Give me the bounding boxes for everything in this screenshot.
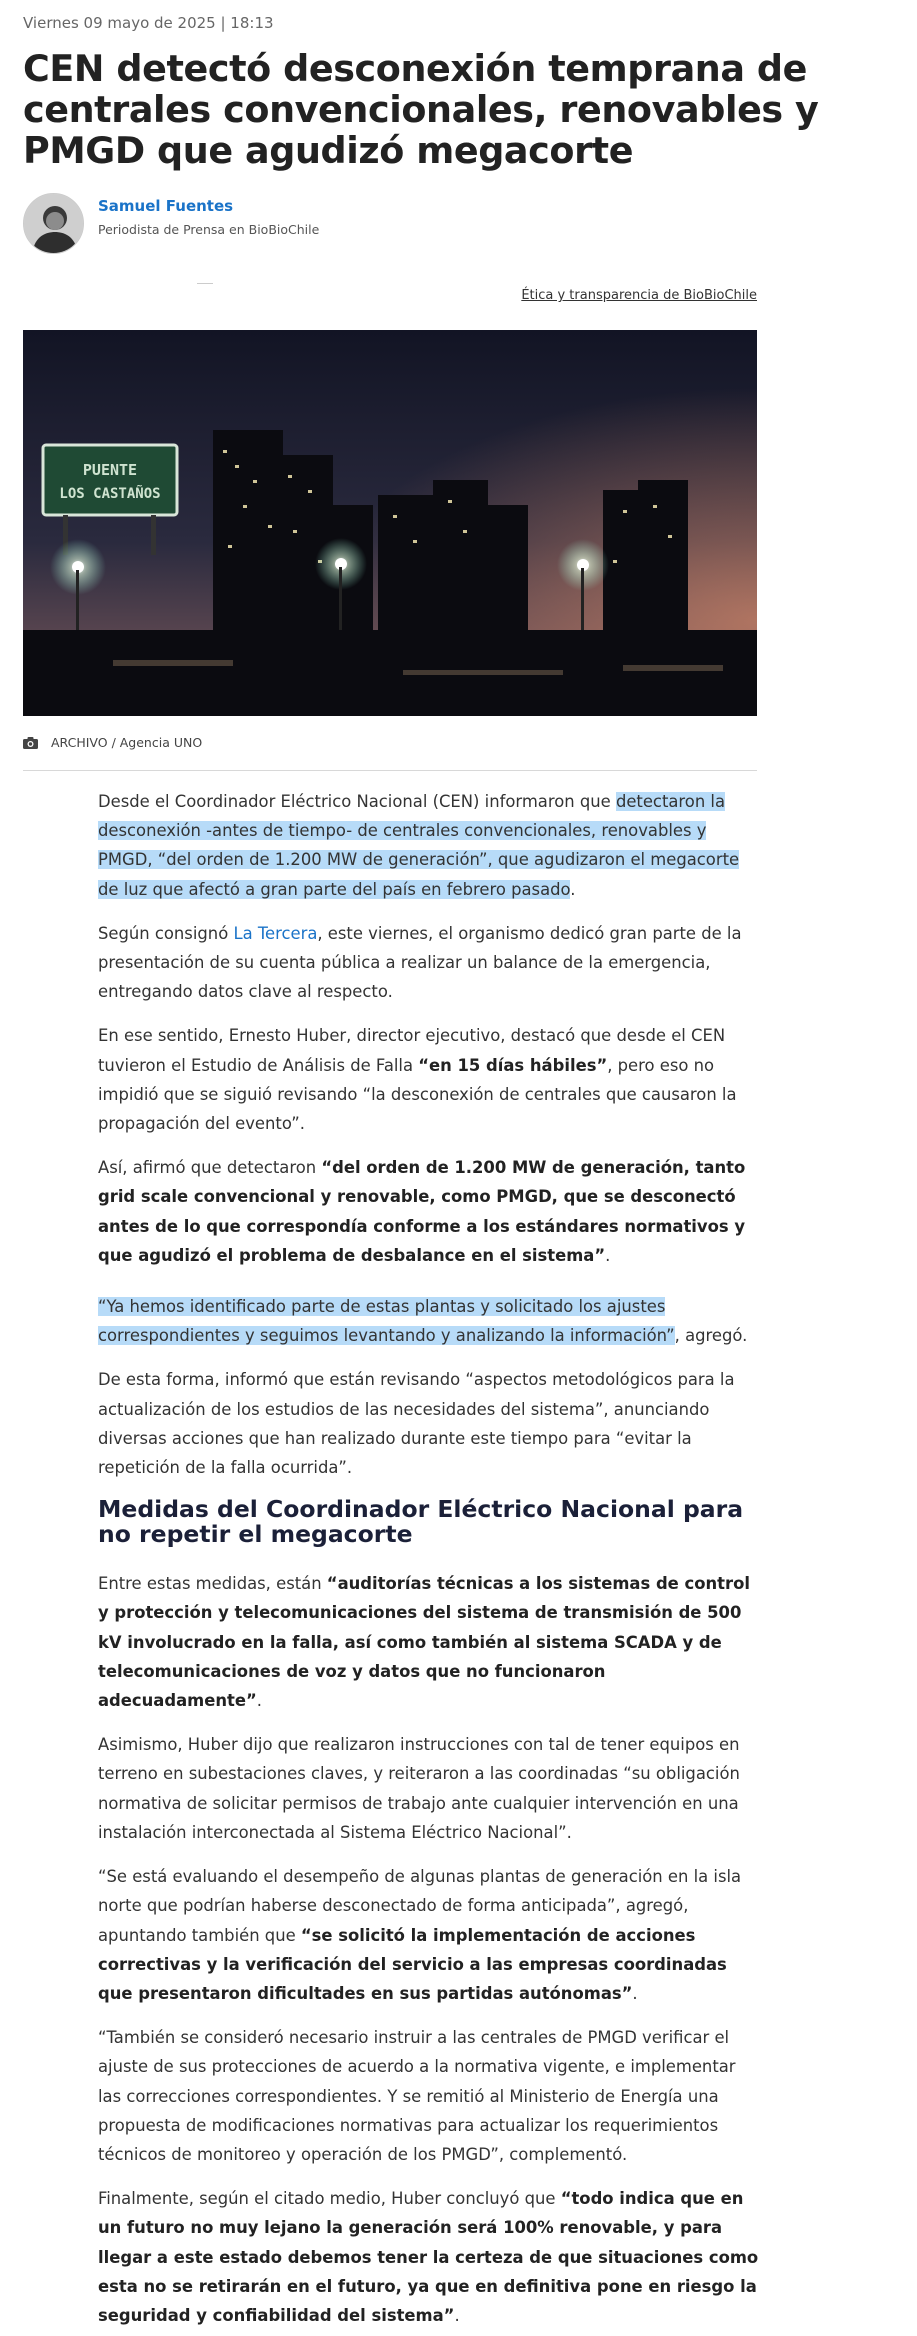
la-tercera-link[interactable]: La Tercera <box>233 923 318 943</box>
author-name-link[interactable]: Samuel Fuentes <box>98 197 234 215</box>
paragraph-6: De esta forma, informó que están revisando “aspectos metodológicos para la actualización de los estudios de las necesidades del sistema”, anunciando diversas acciones que han realizado durante este tiempo para “evitar la repetición de la falla ocurrida”. <box>98 1370 735 1478</box>
sign-text-line2: LOS CASTAÑOS <box>59 486 161 502</box>
paragraph-4: Así, afirmó que detectaron “del orden de 1.200 MW de generación, tanto grid scale convencional y renovable, como PMGD, que se desconectó antes de lo que correspondía conforme a los estándares normativos y que agudizó el problema de desbalance en el sistema”. <box>98 1158 746 1265</box>
image-caption <box>23 735 202 750</box>
author-block <box>23 191 319 255</box>
author-avatar[interactable] <box>23 193 84 254</box>
camera-icon <box>23 737 38 749</box>
image-caption-text: ARCHIVO / Agencia UNO <box>51 735 203 750</box>
article-headline: CEN detectó desconexión temprana de centrales convencionales, renovables y PMGD que agudizó megacorte <box>23 47 819 172</box>
paragraph-9: “Se está evaluando el desempeño de algunas plantas de generación en la isla norte que podrían haberse desconectado de forma anticipada”, agregó, apuntando también que “se solicitó la implementación de acciones correctivas y la verificación del servicio a las empresas coordinadas que presentaron dificultades en sus partidas autónomas”. <box>98 1867 742 2003</box>
article-hero-image <box>23 330 757 716</box>
paragraph-11: Finalmente, según el citado medio, Huber concluyó que “todo indica que en un futuro no muy lejano la generación será 100% renovable, y para llegar a este estado debemos tener la certeza de que situaciones como esta no se retirarán en el futuro, ya que en definitiva pone en riesgo la seguridad y confiabilidad del sistema”. <box>98 2189 759 2325</box>
paragraph-10: “También se consideró necesario instruir a las centrales de PMGD verificar el ajuste de sus protecciones de acuerdo a la normativa vigente, e implementar las correcciones correspondientes. Y se remitió al Ministerio de Energía una propuesta de modificaciones normativas para actualizar los requerimientos técnicos de monitoreo y operación de los PMGD”, complementó. <box>98 2028 736 2164</box>
ethics-transparency-link[interactable]: Ética y transparencia de BioBioChile <box>521 288 757 303</box>
paragraph-5-quote: “Ya hemos identificado parte de estas plantas y solicitado los ajustes correspondientes y seguimos levantando y analizando la información”, agregó. <box>98 1297 748 1346</box>
caption-divider <box>23 770 757 771</box>
paragraph-2: Según consignó La Tercera, este viernes, el organismo dedicó gran parte de la presentación de su cuenta pública a realizar un balance de la emergencia, entregando datos clave al respecto. <box>98 923 742 1002</box>
divider <box>197 283 213 284</box>
paragraph-7: Entre estas medidas, están “auditorías técnicas a los sistemas de control y protección y telecomunicaciones del sistema de transmisión de 500 kV involucrado en la falla, así como también al sistema SCADA y de telecomunicaciones de voz y datos que no funcionaron adecuadamente”. <box>98 1574 750 1711</box>
highlighted-text: detectaron la desconexión -antes de tiempo- de centrales convencionales, renovables y PMGD, “del orden de 1.200 MW de generación”, que agudizaron el megacorte de luz que afectó a gran parte del país en febrero pasado <box>98 792 740 899</box>
article-dateline: Viernes 09 mayo de 2025 | 18:13 <box>23 14 274 32</box>
paragraph-1: Desde el Coordinador Eléctrico Nacional (CEN) informaron que detectaron la desconexión -antes de tiempo- de centrales convencionales, renovables y PMGD, “del orden de 1.200 MW de generación”, que agudizaron el megacorte de luz que afectó a gran parte del país en febrero pasado. <box>98 792 740 899</box>
sign-text-line1: PUENTE <box>82 461 138 479</box>
paragraph-3: En ese sentido, Ernesto Huber, director ejecutivo, destacó que desde el CEN tuvieron el Estudio de Análisis de Falla “en 15 días hábiles”, pero eso no impidió que se siguió revisando “la desconexión de centrales que causaron la propagación del evento”. <box>98 1026 737 1134</box>
section-subheading: Medidas del Coordinador Eléctrico Nacional para no repetir el megacorte <box>98 1495 744 1549</box>
highlighted-quote: “Ya hemos identificado parte de estas plantas y solicitado los ajustes correspondientes y seguimos levantando y analizando la información” <box>98 1297 675 1346</box>
article-body <box>98 787 760 2336</box>
paragraph-8: Asimismo, Huber dijo que realizaron instrucciones con tal de tener equipos en terreno en subestaciones claves, y reiteraron a las coordinadas “su obligación normativa de solicitar permisos de trabajo ante cualquier intervención en una instalación interconectada al Sistema Eléctrico Nacional”. <box>98 1735 740 1842</box>
author-role: Periodista de Prensa en BioBioChile <box>98 222 320 237</box>
